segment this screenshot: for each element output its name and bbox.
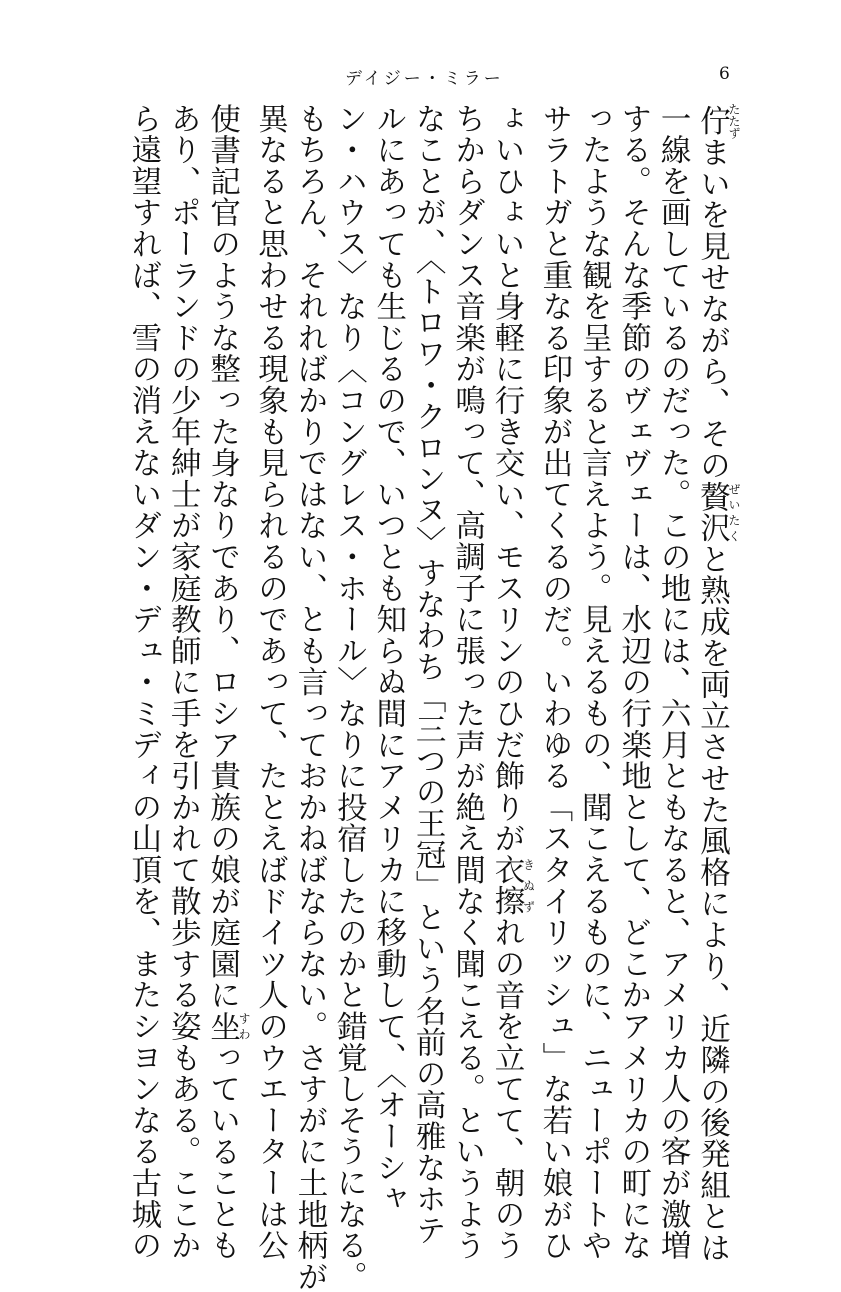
ruby-word: 衣擦きぬず bbox=[488, 854, 536, 917]
text-line: ルにあっても生じるので、いつとも知らぬ間にアメリカに移動して、〈オーシャ bbox=[370, 103, 406, 1215]
ruby-word: 佇たたず bbox=[694, 103, 741, 139]
furigana: すわ bbox=[237, 1010, 252, 1043]
text-line: ら遠望すれば、雪の消えないダン・デュ・ミディの山頂を、またシヨンなる古城の bbox=[125, 103, 161, 1262]
text-line: 異なると思わせる現象も見られるのであって、たとえばドイツ人のウエーターは公 bbox=[252, 103, 288, 1262]
text-line: あり、ポーランドの少年紳士が家庭教師に手を引かれて散歩する姿もある。ここか bbox=[165, 103, 201, 1262]
text-line: ン・ハウス〉なり〈コングレス・ホール〉なりに投宿したのかと錯覚しそうになる。 bbox=[331, 103, 367, 1292]
page-number: 6 bbox=[719, 64, 730, 84]
furigana: きぬず bbox=[521, 854, 536, 917]
body-text bbox=[110, 103, 741, 1292]
running-title: デイジー・ミラー bbox=[345, 69, 504, 89]
text-line: もちろん、それればかりではない、とも言っておかねばならない。さすがに土地柄が bbox=[291, 103, 327, 1292]
text-line: ちからダンス音楽が鳴って、高調子に張った声が絶え間なく聞こえる。というよう bbox=[449, 103, 485, 1262]
text-line: 使書記官のような整った身なりであり、ロシア貴族の娘が庭園に坐すわっていることも bbox=[204, 103, 252, 1262]
furigana: ぜいたく bbox=[727, 480, 741, 544]
ruby-word: 贅沢ぜいたく bbox=[694, 480, 741, 544]
text-line: する。そんな季節のヴェヴェーは、水辺の行楽地として、どこかアメリカの町にな bbox=[615, 103, 651, 1262]
ruby-word: 坐すわ bbox=[204, 1010, 252, 1043]
furigana: たたず bbox=[727, 103, 741, 139]
text-line: 佇たたずまいを見せながら、その贅沢ぜいたくと熟成を両立させた風格により、近隣の後発組とは bbox=[694, 103, 741, 1264]
text-line: ったような観を呈すると言えよう。見えるもの、聞こえるものに、ニューポートや bbox=[576, 103, 612, 1262]
text-line: なことが、〈トロワ・クロンヌ〉すなわち「三つの王冠」という名前の高雅なホテ bbox=[410, 103, 446, 1246]
text-line: サラトガと重なる印象が出てくるのだ。いわゆる「スタイリッシュ」な若い娘がひ bbox=[536, 103, 572, 1262]
running-head bbox=[0, 64, 841, 88]
text-line: 一線を画しているのだった。この地には、六月ともなると、アメリカ人の客が激増 bbox=[655, 103, 691, 1262]
text-line: ょいひょいと身軽に行き交い、モスリンのひだ飾りが衣擦きぬずれの音を立てて、朝のう bbox=[488, 103, 536, 1262]
